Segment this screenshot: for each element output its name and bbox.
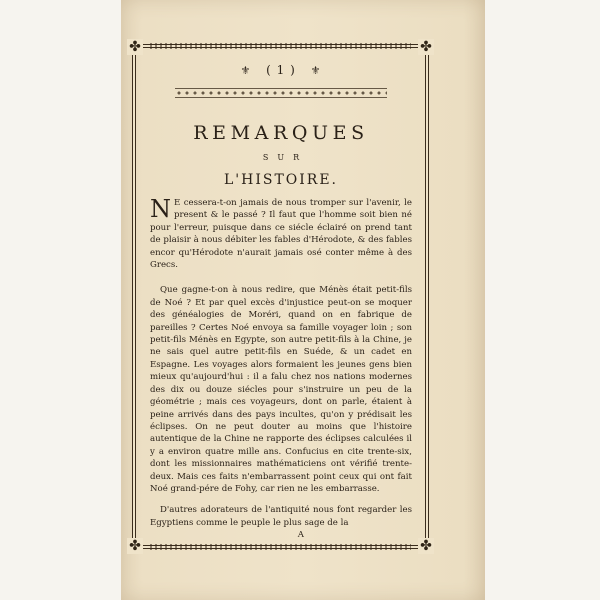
corner-ornament-icon: ✤ — [418, 39, 434, 55]
title-sur: SUR — [262, 153, 309, 162]
bottom-border-ornament — [150, 544, 411, 550]
top-border-ornament — [150, 43, 411, 49]
corner-ornament-icon: ✤ — [418, 538, 434, 554]
paragraph-2: Que gagne-t-on à nous redire, que Ménès était petit-fils de Noé ? Et par quel excès d'injustice peut-on se moquer des généalogies de Moréri, quand on en fabrique de pareilles ? Certes Noé envoya sa famille voyager loin ; son petit-fils Ménès en Egypte, son autre petit-fils à la Chine, je ne sais quel autre petit-fils en Suéde, & un cadet en Espagne. Les voyages alors formaient les jeunes gens bien mieux qu'aujourd'hui : il a falu chez nos nations modernes des dix ou douze siécles pour s'instruire un peu de la géométrie ; mais ces voyageurs, dont on parle, étaient à peine arrivés dans des pays incultes, qu'on y prédisait les éclipses. On ne peut douter au moins que l'histoire autentique de la Chine ne rapporte des éclipses calculées il y a environ quatre mille ans. Confucius en cite trente-six, dont les missionnaires mathématiciens ont vérifié trente-deux. Mais ces faits n'embarrassent point ceux qui ont fait Noé grand-pére de Fohy, car rien ne les embarrasse. — [150, 285, 412, 494]
page-content — [150, 62, 412, 541]
fleuron-right-icon: ⚜ — [310, 64, 322, 77]
corner-ornament-icon: ✤ — [127, 538, 143, 554]
header-ornament-bar — [175, 88, 387, 98]
signature-mark: A — [297, 530, 304, 541]
title-remarques: REMARQUES — [193, 122, 369, 144]
paragraph-3: D'autres adorateurs de l'antiquité nous font regarder les Egyptiens comme le peuple le plus sage de la — [150, 505, 412, 528]
paragraph-1-text: E cessera-t-on jamais de nous tromper sur l'avenir, le present & le passé ? Il faut que l'homme soit bien né pour l'erreur, puisque dans ce siécle éclairé on prend tant de plaisir à nous débiter les fables d'Hérodote, & des fables encor qu'Hérodote n'aurait jamais osé conter même à des Grecs. — [150, 198, 412, 271]
page-number: ( 1 ) — [266, 63, 296, 77]
fleuron-left-icon: ⚜ — [240, 64, 252, 77]
page-number-header — [150, 62, 412, 78]
paragraph-1 — [150, 197, 412, 271]
drop-cap: N — [150, 195, 171, 223]
title-histoire: L'HISTOIRE. — [223, 172, 339, 188]
corner-ornament-icon: ✤ — [127, 39, 143, 55]
